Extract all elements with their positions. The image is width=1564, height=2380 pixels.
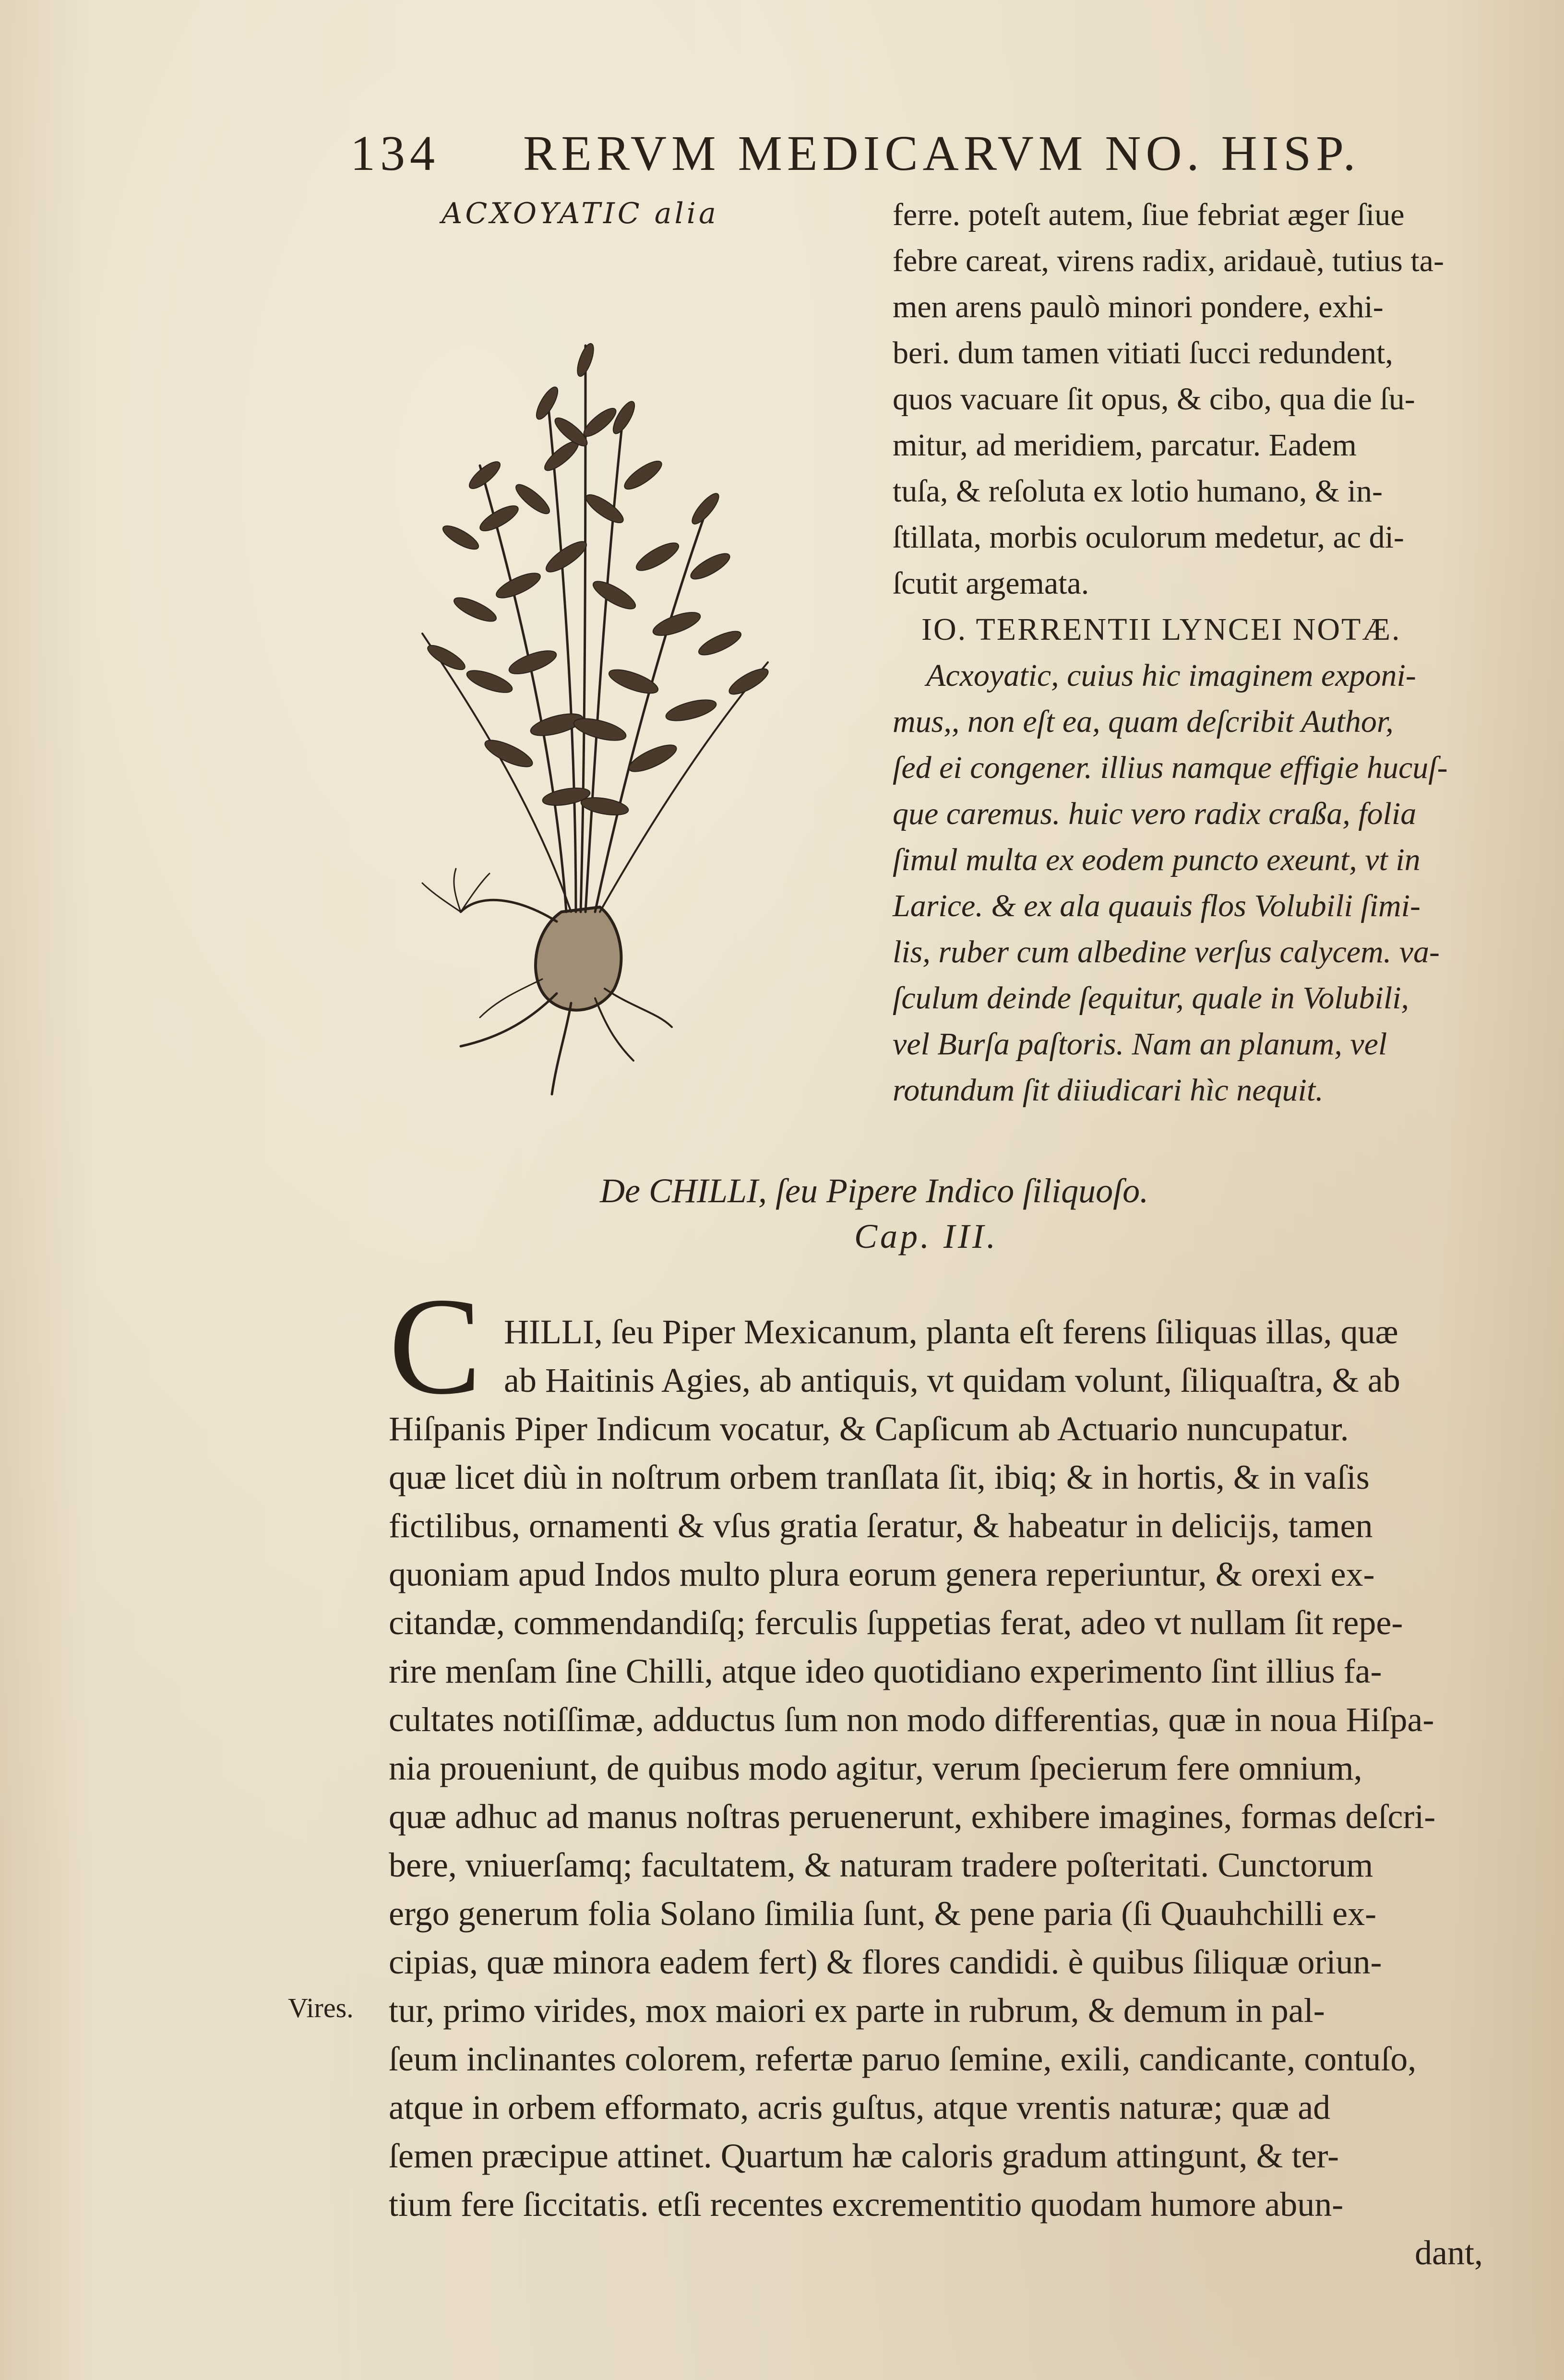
body-line-15: tur, primo virides, mox maiori ex parte in rubrum, & demum in pal-	[389, 1991, 1325, 2030]
right-line-6: mitur, ad meridiem, parcatur. Eadem	[893, 428, 1357, 463]
page-number: 134	[350, 126, 440, 181]
chapter-body	[389, 1308, 1521, 2277]
body-line-1: HILLI, ſeu Piper Mexicanum, planta eſt ferens ſiliquas illas, quæ	[504, 1313, 1398, 1351]
right-line-9: ſcutit argemata.	[893, 566, 1089, 601]
right-text-column	[893, 192, 1545, 1113]
body-line-17: atque in orbem efformato, acris guſtus, atque vrentis naturæ; quæ ad	[389, 2088, 1331, 2127]
note-line-7: lis, ruber cum albedine verſus calycem. va-	[893, 934, 1440, 969]
drop-cap: C	[389, 1269, 482, 1423]
catchword: dant,	[1415, 2234, 1483, 2272]
chapter-number: Cap. III.	[854, 1217, 998, 1256]
body-line-12: bere, vniuerſamq; facultatem, & naturam tradere poſteritati. Cunctorum	[389, 1846, 1373, 1884]
body-line-13: ergo generum folia Solano ſimilia ſunt, & pene paria (ſi Quauhchilli ex-	[389, 1894, 1377, 1933]
body-line-14: cipias, quæ minora eadem fert) & flores candidi. è quibus ſiliquæ oriun-	[389, 1943, 1382, 1981]
body-line-8: rire menſam ſine Chilli, atque ideo quotidiano experimento ſint illius fa-	[389, 1652, 1382, 1690]
plant-caption: ACXOYATIC alia	[442, 197, 719, 230]
right-line-4: beri. dum tamen vitiati ſucci redundent,	[893, 335, 1393, 371]
body-line-18: ſemen præcipue attinet. Quartum hæ caloris gradum attingunt, & ter-	[389, 2137, 1339, 2175]
note-line-9: vel Burſa paſtoris. Nam an planum, vel	[893, 1027, 1387, 1062]
note-line-2: mus,, non eſt ea, quam deſcribit Author,	[893, 704, 1394, 739]
body-line-6: quoniam apud Indos multo plura eorum genera reperiuntur, & orexi ex-	[389, 1555, 1375, 1593]
right-line-7: tuſa, & reſoluta ex lotio humano, & in-	[893, 474, 1383, 509]
plant-woodcut-illustration	[374, 250, 830, 1104]
note-line-10: rotundum ſit diiudicari hìc nequit.	[893, 1073, 1324, 1108]
right-line-8: ſtillata, morbis oculorum medetur, ac di-	[893, 520, 1404, 555]
body-line-4: quæ licet diù in noſtrum orbem tranſlata ſit, ibiq; & in hortis, & in vaſis	[389, 1458, 1370, 1496]
body-line-11: quæ adhuc ad manus noſtras peruenerunt, exhibere imagines, formas deſcri-	[389, 1797, 1436, 1836]
body-line-7: citandæ, commendandiſq; ferculis ſuppetias ferat, adeo vt nullam ſit repe-	[389, 1603, 1403, 1642]
margin-note-vires: Vires.	[288, 1992, 354, 2023]
note-line-8: ſculum deinde ſequitur, quale in Volubili,	[893, 981, 1409, 1016]
note-line-1: Acxoyatic, cuius hic imaginem exponi-	[926, 658, 1416, 693]
body-line-2: ab Haitinis Agies, ab antiquis, vt quidam volunt, ſiliquaſtra, & ab	[504, 1361, 1400, 1399]
body-line-3: Hiſpanis Piper Indicum vocatur, & Capſicum ab Actuario nuncupatur.	[389, 1410, 1349, 1448]
body-line-9: cultates notiſſimæ, adductus ſum non modo differentias, quæ in noua Hiſpa-	[389, 1700, 1434, 1739]
note-line-6: Larice. & ex ala quauis flos Volubili ſimi-	[893, 888, 1421, 923]
body-line-5: fictilibus, ornamenti & vſus gratia ſeratur, & habeatur in delicijs, tamen	[389, 1507, 1373, 1545]
right-line-1: ferre. poteſt autem, ſiue febriat æger ſiue	[893, 197, 1405, 232]
running-header	[350, 125, 1454, 192]
right-line-5: quos vacuare ſit opus, & cibo, qua die ſu-	[893, 382, 1415, 417]
body-line-16: ſeum inclinantes colorem, refertæ paruo ſemine, exili, candicante, contuſo,	[389, 2040, 1417, 2078]
note-line-3: ſed ei congener. illius namque effigie hucuſ-	[893, 750, 1448, 785]
right-line-3: men arens paulò minori pondere, exhi-	[893, 289, 1384, 324]
right-line-2: febre careat, virens radix, aridauè, tutius ta-	[893, 243, 1444, 278]
chapter-title: De CHILLI, ſeu Pipere Indico ſiliquoſo.	[600, 1172, 1149, 1210]
note-line-5: ſimul multa ex eodem puncto exeunt, vt in	[893, 842, 1421, 877]
body-line-10: nia proueniunt, de quibus modo agitur, verum ſpecierum fere omnium,	[389, 1749, 1362, 1787]
note-line-4: que caremus. huic vero radix craßa, folia	[893, 796, 1417, 831]
body-line-19: tium fere ſiccitatis. etſi recentes excrementitio quodam humore abun-	[389, 2185, 1344, 2224]
note-heading: IO. TERRENTII LYNCEI NOTÆ.	[921, 612, 1401, 647]
running-title: RERVM MEDICARVM NO. HISP.	[523, 126, 1361, 181]
